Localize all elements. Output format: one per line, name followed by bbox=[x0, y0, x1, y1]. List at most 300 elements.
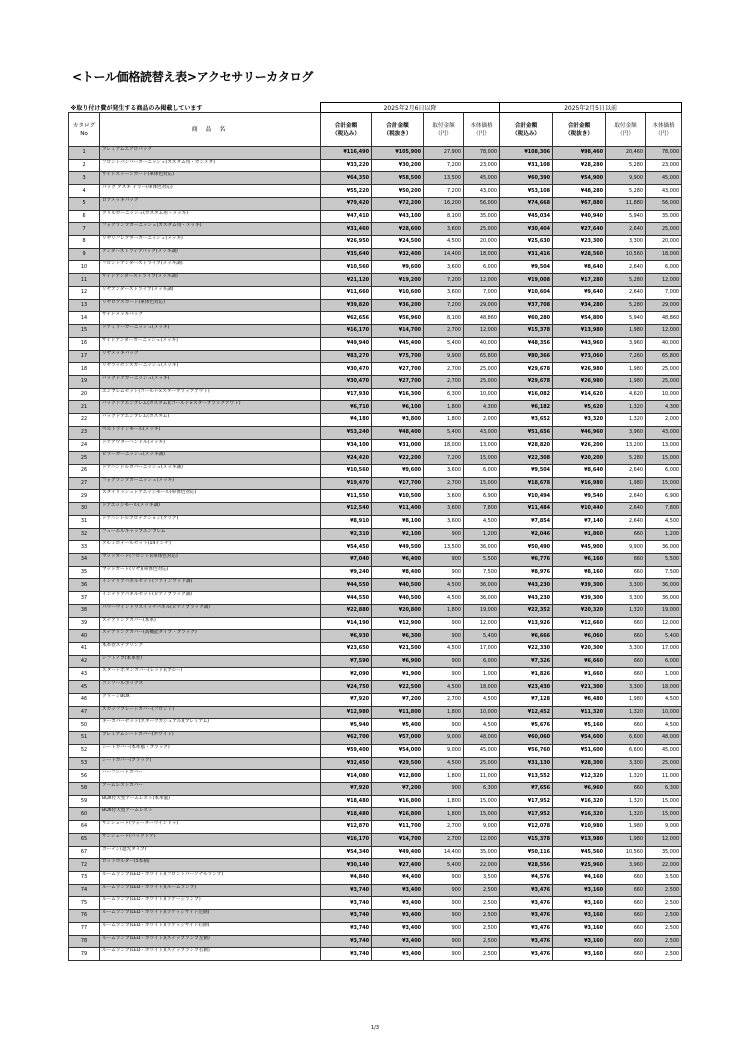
catalog-no-cell: 33 bbox=[69, 541, 100, 554]
install-new-cell: 1,800 bbox=[424, 604, 464, 617]
install-new-cell: 3,600 bbox=[424, 464, 464, 477]
total-excl-new-cell: ¥43,100 bbox=[372, 210, 424, 223]
body-header-old: 本体価格 （円） bbox=[646, 113, 682, 147]
total-incl-new-cell: ¥55,220 bbox=[321, 185, 372, 198]
body-old-cell: 12,000 bbox=[646, 617, 682, 630]
total-excl-old-cell: ¥17,280 bbox=[553, 274, 606, 287]
body-new-cell: 6,900 bbox=[464, 490, 500, 503]
body-new-cell: 6,000 bbox=[464, 261, 500, 274]
total-incl-old-cell: ¥50,116 bbox=[500, 846, 553, 859]
table-row bbox=[69, 325, 682, 338]
table-row bbox=[69, 363, 682, 376]
total-incl-old-cell: ¥17,952 bbox=[500, 808, 553, 821]
total-excl-old-cell: ¥16,320 bbox=[553, 808, 606, 821]
total-incl-new-cell: ¥35,640 bbox=[321, 248, 372, 261]
install-new-cell: 7,200 bbox=[424, 299, 464, 312]
total-excl-new-cell: ¥40,500 bbox=[372, 579, 424, 592]
total-incl-old-cell: ¥31,416 bbox=[500, 248, 553, 261]
total-incl-new-cell: ¥14,190 bbox=[321, 617, 372, 630]
total-incl-old-cell: ¥29,678 bbox=[500, 363, 553, 376]
install-old-cell: 10,560 bbox=[606, 248, 646, 261]
total-excl-new-cell: ¥36,200 bbox=[372, 299, 424, 312]
install-old-cell: 3,300 bbox=[606, 681, 646, 694]
body-new-cell: 13,000 bbox=[464, 439, 500, 452]
total-incl-old-cell: ¥3,476 bbox=[500, 948, 553, 961]
product-name-cell: サイドメッキパック bbox=[100, 312, 321, 325]
body-old-cell: 13,000 bbox=[646, 439, 682, 452]
install-new-cell: 3,600 bbox=[424, 490, 464, 503]
body-new-cell: 36,000 bbox=[464, 541, 500, 554]
body-new-cell: 43,000 bbox=[464, 185, 500, 198]
body-old-cell: 78,000 bbox=[646, 147, 682, 160]
total-incl-old-cell: ¥28,820 bbox=[500, 439, 553, 452]
total-excl-old-cell: ¥8,160 bbox=[553, 566, 606, 579]
total-excl-new-cell: ¥72,200 bbox=[372, 197, 424, 210]
total-incl-old-cell: ¥3,652 bbox=[500, 414, 553, 427]
body-old-cell: 6,300 bbox=[646, 782, 682, 795]
product-name-cell: ルームランプ(LED・ホワイト)(フロントパーソナルランプ) bbox=[100, 871, 321, 884]
total-incl-old-cell: ¥22,330 bbox=[500, 643, 553, 656]
body-old-cell: 15,000 bbox=[646, 477, 682, 490]
install-new-cell: 900 bbox=[424, 935, 464, 948]
install-new-cell: 900 bbox=[424, 871, 464, 884]
install-new-cell: 2,700 bbox=[424, 363, 464, 376]
total-excl-old-cell: ¥27,640 bbox=[553, 223, 606, 236]
table-row bbox=[69, 884, 682, 897]
total-excl-old-cell: ¥8,640 bbox=[553, 464, 606, 477]
body-old-cell: 18,000 bbox=[646, 248, 682, 261]
catalog-no-cell: 31 bbox=[69, 515, 100, 528]
body-new-cell: 25,000 bbox=[464, 223, 500, 236]
table-row bbox=[69, 566, 682, 579]
product-name-cell: バックドアガーニッシュ(メッキ) bbox=[100, 375, 321, 388]
total-excl-old-cell: ¥45,560 bbox=[553, 846, 606, 859]
total-incl-new-cell: ¥7,920 bbox=[321, 693, 372, 706]
product-name-cell: サイドアンダーストライプ(メッキ調) bbox=[100, 274, 321, 287]
body-old-cell: 4,500 bbox=[646, 515, 682, 528]
body-old-cell: 5,400 bbox=[646, 630, 682, 643]
total-incl-new-cell: ¥4,180 bbox=[321, 414, 372, 427]
table-row bbox=[69, 286, 682, 299]
install-new-cell: 3,600 bbox=[424, 261, 464, 274]
total-excl-new-cell: ¥3,400 bbox=[372, 948, 424, 961]
install-new-cell: 14,400 bbox=[424, 846, 464, 859]
body-new-cell: 25,000 bbox=[464, 363, 500, 376]
total-incl-new-cell: ¥16,170 bbox=[321, 833, 372, 846]
total-excl-new-cell: ¥49,500 bbox=[372, 541, 424, 554]
body-new-cell: 22,000 bbox=[464, 859, 500, 872]
body-new-cell: 1,200 bbox=[464, 528, 500, 541]
body-old-cell: 22,000 bbox=[646, 859, 682, 872]
total-excl-old-cell: ¥45,900 bbox=[553, 541, 606, 554]
install-new-cell: 6,300 bbox=[424, 388, 464, 401]
product-name-cell: フロントパンパーガーニッシュ(カスタム用・ガンメタ) bbox=[100, 159, 321, 172]
catalog-no-cell: 11 bbox=[69, 274, 100, 287]
total-incl-new-cell: ¥24,750 bbox=[321, 681, 372, 694]
total-excl-old-cell: ¥12,660 bbox=[553, 617, 606, 630]
install-old-cell: 2,640 bbox=[606, 223, 646, 236]
total-excl-old-cell: ¥6,160 bbox=[553, 554, 606, 567]
total-excl-new-cell: ¥6,400 bbox=[372, 554, 424, 567]
product-name-cell: ロアメッキパック bbox=[100, 197, 321, 210]
total-incl-old-cell: ¥2,046 bbox=[500, 528, 553, 541]
install-new-cell: 2,700 bbox=[424, 693, 464, 706]
install-old-cell: 1,320 bbox=[606, 795, 646, 808]
total-incl-new-cell: ¥12,870 bbox=[321, 821, 372, 834]
table-row bbox=[69, 490, 682, 503]
total-excl-old-cell: ¥54,900 bbox=[553, 172, 606, 185]
total-incl-old-cell: ¥9,504 bbox=[500, 464, 553, 477]
product-name-cell: フロントアンダーストライプ(メッキ調) bbox=[100, 261, 321, 274]
total-incl-new-cell: ¥62,700 bbox=[321, 732, 372, 745]
install-old-cell: 1,980 bbox=[606, 375, 646, 388]
install-old-cell: 20,460 bbox=[606, 147, 646, 160]
total-excl-new-cell: ¥16,300 bbox=[372, 388, 424, 401]
total-incl-new-cell: ¥47,410 bbox=[321, 210, 372, 223]
product-name-cell: マッドガード(フロント)(車体色対応) bbox=[100, 554, 321, 567]
body-old-cell: 25,000 bbox=[646, 223, 682, 236]
total-incl-new-cell: ¥18,480 bbox=[321, 808, 372, 821]
total-incl-old-cell: ¥29,678 bbox=[500, 375, 553, 388]
body-old-cell: 48,860 bbox=[646, 312, 682, 325]
price-table bbox=[68, 102, 682, 961]
catalog-no-cell: 50 bbox=[69, 719, 100, 732]
total-excl-new-cell: ¥16,800 bbox=[372, 808, 424, 821]
total-excl-old-cell: ¥4,160 bbox=[553, 871, 606, 884]
body-old-cell: 6,000 bbox=[646, 464, 682, 477]
total-incl-old-cell: ¥23,430 bbox=[500, 681, 553, 694]
total-incl-new-cell: ¥3,740 bbox=[321, 948, 372, 961]
catalog-no-cell: 40 bbox=[69, 630, 100, 643]
catalog-no-cell: 41 bbox=[69, 643, 100, 656]
install-old-cell: 660 bbox=[606, 871, 646, 884]
catalog-no-cell: 46 bbox=[69, 693, 100, 706]
total-excl-old-cell: ¥10,440 bbox=[553, 503, 606, 516]
install-new-cell: 4,500 bbox=[424, 681, 464, 694]
body-old-cell: 45,000 bbox=[646, 172, 682, 185]
total-incl-new-cell: ¥32,450 bbox=[321, 757, 372, 770]
install-new-cell: 2,700 bbox=[424, 821, 464, 834]
total-excl-old-cell: ¥14,620 bbox=[553, 388, 606, 401]
body-old-cell: 18,000 bbox=[646, 681, 682, 694]
table-row bbox=[69, 210, 682, 223]
catalog-no-cell: 18 bbox=[69, 363, 100, 376]
install-old-cell: 1,980 bbox=[606, 363, 646, 376]
body-new-cell: 7,000 bbox=[464, 286, 500, 299]
body-new-cell: 12,000 bbox=[464, 617, 500, 630]
total-excl-new-cell: ¥56,960 bbox=[372, 312, 424, 325]
body-new-cell: 9,000 bbox=[464, 821, 500, 834]
install-new-cell: 4,500 bbox=[424, 757, 464, 770]
total-incl-old-cell: ¥15,378 bbox=[500, 833, 553, 846]
total-excl-old-cell: ¥1,660 bbox=[553, 668, 606, 681]
total-incl-old-cell: ¥3,476 bbox=[500, 922, 553, 935]
total-excl-new-cell: ¥3,400 bbox=[372, 935, 424, 948]
catalog-no-cell: 17 bbox=[69, 350, 100, 363]
product-name-cell: スカッフプレートカバー(フロント) bbox=[100, 706, 321, 719]
product-name-cell: サンシェード(バックドア) bbox=[100, 833, 321, 846]
total-excl-new-cell: ¥30,200 bbox=[372, 159, 424, 172]
install-new-cell: 900 bbox=[424, 668, 464, 681]
total-incl-old-cell: ¥28,556 bbox=[500, 859, 553, 872]
install-new-cell: 9,000 bbox=[424, 744, 464, 757]
table-row bbox=[69, 643, 682, 656]
table-row bbox=[69, 223, 682, 236]
total-excl-old-cell: ¥9,640 bbox=[553, 286, 606, 299]
body-new-cell: 6,000 bbox=[464, 464, 500, 477]
total-excl-old-cell: ¥3,160 bbox=[553, 935, 606, 948]
install-new-cell: 3,600 bbox=[424, 515, 464, 528]
total-excl-new-cell: ¥9,600 bbox=[372, 464, 424, 477]
install-new-cell: 900 bbox=[424, 630, 464, 643]
product-name-cell: フォグランプガーニッシュ(カスタム用・メッキ) bbox=[100, 223, 321, 236]
catalog-no-cell: 5 bbox=[69, 197, 100, 210]
body-old-cell: 43,000 bbox=[646, 426, 682, 439]
product-name-cell: ドアハンドルプロテクション(クリア) bbox=[100, 515, 321, 528]
total-incl-new-cell: ¥4,840 bbox=[321, 871, 372, 884]
body-old-cell: 12,000 bbox=[646, 833, 682, 846]
body-old-cell: 35,000 bbox=[646, 210, 682, 223]
total-incl-new-cell: ¥39,820 bbox=[321, 299, 372, 312]
install-old-cell: 660 bbox=[606, 554, 646, 567]
install-new-cell: 900 bbox=[424, 782, 464, 795]
total-incl-new-cell: ¥3,740 bbox=[321, 935, 372, 948]
total-excl-old-cell: ¥21,300 bbox=[553, 681, 606, 694]
install-old-cell: 9,900 bbox=[606, 172, 646, 185]
install-old-cell: 1,320 bbox=[606, 770, 646, 783]
body-new-cell: 12,000 bbox=[464, 325, 500, 338]
total-incl-old-cell: ¥30,404 bbox=[500, 223, 553, 236]
total-excl-new-cell: ¥7,200 bbox=[372, 782, 424, 795]
total-excl-old-cell: ¥5,160 bbox=[553, 719, 606, 732]
install-new-cell: 900 bbox=[424, 910, 464, 923]
total-excl-old-cell: ¥26,980 bbox=[553, 375, 606, 388]
body-old-cell: 25,000 bbox=[646, 375, 682, 388]
catalog-no-cell: 26 bbox=[69, 464, 100, 477]
catalog-no-cell: 76 bbox=[69, 910, 100, 923]
total-excl-header-old: 合計金額 （税抜き） bbox=[553, 113, 606, 147]
catalog-no-cell: 34 bbox=[69, 554, 100, 567]
body-new-cell: 4,500 bbox=[464, 515, 500, 528]
product-name-cell: サンシェード(ウォーターウインドゥ) bbox=[100, 821, 321, 834]
install-old-cell: 660 bbox=[606, 884, 646, 897]
table-row bbox=[69, 630, 682, 643]
total-incl-old-cell: ¥19,008 bbox=[500, 274, 553, 287]
body-old-cell: 40,000 bbox=[646, 337, 682, 350]
catalog-no-cell: 65 bbox=[69, 833, 100, 846]
body-old-cell: 56,000 bbox=[646, 197, 682, 210]
install-new-cell: 4,500 bbox=[424, 643, 464, 656]
catalog-no-cell: 42 bbox=[69, 655, 100, 668]
table-row bbox=[69, 833, 682, 846]
catalog-no-cell: 36 bbox=[69, 579, 100, 592]
install-new-cell: 27,900 bbox=[424, 147, 464, 160]
install-old-cell: 3,960 bbox=[606, 859, 646, 872]
install-old-cell: 1,980 bbox=[606, 821, 646, 834]
body-old-cell: 36,000 bbox=[646, 592, 682, 605]
install-new-cell: 5,400 bbox=[424, 337, 464, 350]
product-name-cell: パック アスキ イラー(車体色対応) bbox=[100, 185, 321, 198]
install-new-cell: 1,800 bbox=[424, 706, 464, 719]
product-name-cell: ステアリングカバー(高機能タイプ・ブラック) bbox=[100, 630, 321, 643]
body-new-cell: 43,000 bbox=[464, 426, 500, 439]
product-name-cell: スタイリッシュドアエッジモール(車体色対応) bbox=[100, 490, 321, 503]
body-old-cell: 6,000 bbox=[646, 655, 682, 668]
table-row bbox=[69, 299, 682, 312]
total-excl-new-cell: ¥29,500 bbox=[372, 757, 424, 770]
total-incl-old-cell: ¥15,378 bbox=[500, 325, 553, 338]
body-old-cell: 11,000 bbox=[646, 770, 682, 783]
total-incl-new-cell: ¥44,550 bbox=[321, 592, 372, 605]
total-excl-new-cell: ¥7,200 bbox=[372, 693, 424, 706]
table-row bbox=[69, 744, 682, 757]
catalog-no-cell: 59 bbox=[69, 795, 100, 808]
catalog-no-cell: 73 bbox=[69, 871, 100, 884]
body-new-cell: 11,000 bbox=[464, 770, 500, 783]
total-excl-old-cell: ¥3,160 bbox=[553, 897, 606, 910]
install-new-cell: 2,700 bbox=[424, 325, 464, 338]
total-incl-new-cell: ¥11,550 bbox=[321, 490, 372, 503]
total-incl-new-cell: ¥12,980 bbox=[321, 706, 372, 719]
body-new-cell: 23,000 bbox=[464, 159, 500, 172]
table-row bbox=[69, 185, 682, 198]
install-old-cell: 6,600 bbox=[606, 744, 646, 757]
total-excl-new-cell: ¥28,600 bbox=[372, 223, 424, 236]
body-old-cell: 65,800 bbox=[646, 350, 682, 363]
product-name-cell: ドアハンドルカバーニッシュ(メッキ調) bbox=[100, 464, 321, 477]
product-name-cell: バックドアエンブレム(カスタム) bbox=[100, 414, 321, 427]
product-name-cell: リヤメッキパック bbox=[100, 350, 321, 363]
total-incl-old-cell: ¥8,976 bbox=[500, 566, 553, 579]
catalog-no-cell: 75 bbox=[69, 897, 100, 910]
total-excl-old-cell: ¥28,560 bbox=[553, 248, 606, 261]
product-name-cell: シートカバー(本革風・ブラック) bbox=[100, 744, 321, 757]
install-old-cell: 660 bbox=[606, 935, 646, 948]
catalog-no-cell: 24 bbox=[69, 439, 100, 452]
catalog-no-cell: 15 bbox=[69, 325, 100, 338]
product-name-cell: リヤロアスカート(車体色対応) bbox=[100, 299, 321, 312]
total-incl-old-cell: ¥60,280 bbox=[500, 312, 553, 325]
total-incl-new-cell: ¥62,656 bbox=[321, 312, 372, 325]
product-name-cell: リヤリフレクターガーニッシュ(メッキ) bbox=[100, 236, 321, 249]
table-row bbox=[69, 770, 682, 783]
total-excl-new-cell: ¥8,400 bbox=[372, 566, 424, 579]
total-incl-old-cell: ¥37,708 bbox=[500, 299, 553, 312]
product-name-header: 商 品 名 bbox=[100, 113, 321, 147]
catalog-no-cell: 6 bbox=[69, 210, 100, 223]
total-incl-new-cell: ¥12,540 bbox=[321, 503, 372, 516]
catalog-no-cell: 10 bbox=[69, 261, 100, 274]
body-new-cell: 2,000 bbox=[464, 414, 500, 427]
total-excl-new-cell: ¥105,900 bbox=[372, 147, 424, 160]
install-old-cell: 660 bbox=[606, 655, 646, 668]
body-new-cell: 40,000 bbox=[464, 337, 500, 350]
install-new-cell: 7,200 bbox=[424, 159, 464, 172]
body-new-cell: 17,000 bbox=[464, 643, 500, 656]
total-excl-new-cell: ¥6,300 bbox=[372, 630, 424, 643]
total-excl-new-cell: ¥4,400 bbox=[372, 871, 424, 884]
product-name-cell: フューエルキャップエンブレム bbox=[100, 528, 321, 541]
body-new-cell: 36,000 bbox=[464, 579, 500, 592]
total-incl-new-cell: ¥19,470 bbox=[321, 477, 372, 490]
table-row bbox=[69, 477, 682, 490]
catalog-no-cell: 13 bbox=[69, 299, 100, 312]
body-new-cell: 10,000 bbox=[464, 706, 500, 719]
install-new-cell: 3,600 bbox=[424, 223, 464, 236]
body-new-cell: 78,000 bbox=[464, 147, 500, 160]
total-incl-old-cell: ¥11,484 bbox=[500, 503, 553, 516]
body-new-cell: 2,500 bbox=[464, 935, 500, 948]
period-old-header: 2025年2月5日以前 bbox=[500, 103, 682, 113]
install-new-cell: 1,800 bbox=[424, 808, 464, 821]
page-title: <トール価格読替え表>アクセサリーカタログ bbox=[72, 70, 313, 84]
install-new-cell: 18,000 bbox=[424, 439, 464, 452]
install-old-cell: 660 bbox=[606, 948, 646, 961]
product-name-cell: アルミホイールセット(14インチ) bbox=[100, 541, 321, 554]
install-new-cell: 1,800 bbox=[424, 414, 464, 427]
total-excl-new-cell: ¥27,400 bbox=[372, 859, 424, 872]
product-name-cell: パワーウインドウスイッチパネル(ピアノブラック調) bbox=[100, 604, 321, 617]
total-incl-old-cell: ¥7,326 bbox=[500, 655, 553, 668]
total-excl-old-cell: ¥3,160 bbox=[553, 884, 606, 897]
table-row bbox=[69, 948, 682, 961]
catalog-no-cell: 79 bbox=[69, 948, 100, 961]
body-new-cell: 2,500 bbox=[464, 910, 500, 923]
install-old-cell: 3,300 bbox=[606, 757, 646, 770]
total-excl-new-cell: ¥1,900 bbox=[372, 668, 424, 681]
catalog-no-cell: 1 bbox=[69, 147, 100, 160]
install-old-cell: 2,640 bbox=[606, 515, 646, 528]
product-name-cell: サイドアンダーガーニッシュ(メッキ) bbox=[100, 337, 321, 350]
total-excl-old-cell: ¥54,600 bbox=[553, 732, 606, 745]
body-new-cell: 2,500 bbox=[464, 948, 500, 961]
catalog-no-cell: 21 bbox=[69, 401, 100, 414]
total-incl-new-cell: ¥2,310 bbox=[321, 528, 372, 541]
catalog-no-cell: 19 bbox=[69, 375, 100, 388]
body-old-cell: 36,000 bbox=[646, 541, 682, 554]
total-excl-old-cell: ¥3,160 bbox=[553, 910, 606, 923]
table-row bbox=[69, 159, 682, 172]
install-old-cell: 660 bbox=[606, 566, 646, 579]
catalog-no-cell: 9 bbox=[69, 248, 100, 261]
total-excl-old-cell: ¥26,200 bbox=[553, 439, 606, 452]
product-name-cell: ロッドホルダー(5本積) bbox=[100, 859, 321, 872]
install-old-cell: 3,300 bbox=[606, 579, 646, 592]
install-new-cell: 1,800 bbox=[424, 795, 464, 808]
body-new-cell: 56,000 bbox=[464, 197, 500, 210]
total-excl-old-cell: ¥43,960 bbox=[553, 337, 606, 350]
product-name-cell: インテリアパネルセット(ファインウッド調) bbox=[100, 579, 321, 592]
catalog-no-cell: 52 bbox=[69, 744, 100, 757]
table-row bbox=[69, 515, 682, 528]
catalog-no-cell: 47 bbox=[69, 706, 100, 719]
table-body bbox=[69, 147, 682, 961]
body-new-cell: 48,860 bbox=[464, 312, 500, 325]
install-old-cell: 1,320 bbox=[606, 604, 646, 617]
total-incl-old-cell: ¥51,656 bbox=[500, 426, 553, 439]
body-old-cell: 4,500 bbox=[646, 693, 682, 706]
install-new-cell: 900 bbox=[424, 554, 464, 567]
install-old-cell: 2,640 bbox=[606, 286, 646, 299]
table-row bbox=[69, 897, 682, 910]
catalog-no-cell: 60 bbox=[69, 808, 100, 821]
install-old-cell: 5,280 bbox=[606, 299, 646, 312]
body-old-cell: 2,000 bbox=[646, 414, 682, 427]
product-name-cell: インテリアパネルセット(ピアノブラック調) bbox=[100, 592, 321, 605]
body-new-cell: 12,000 bbox=[464, 833, 500, 846]
total-incl-old-cell: ¥60,390 bbox=[500, 172, 553, 185]
install-new-cell: 3,600 bbox=[424, 286, 464, 299]
